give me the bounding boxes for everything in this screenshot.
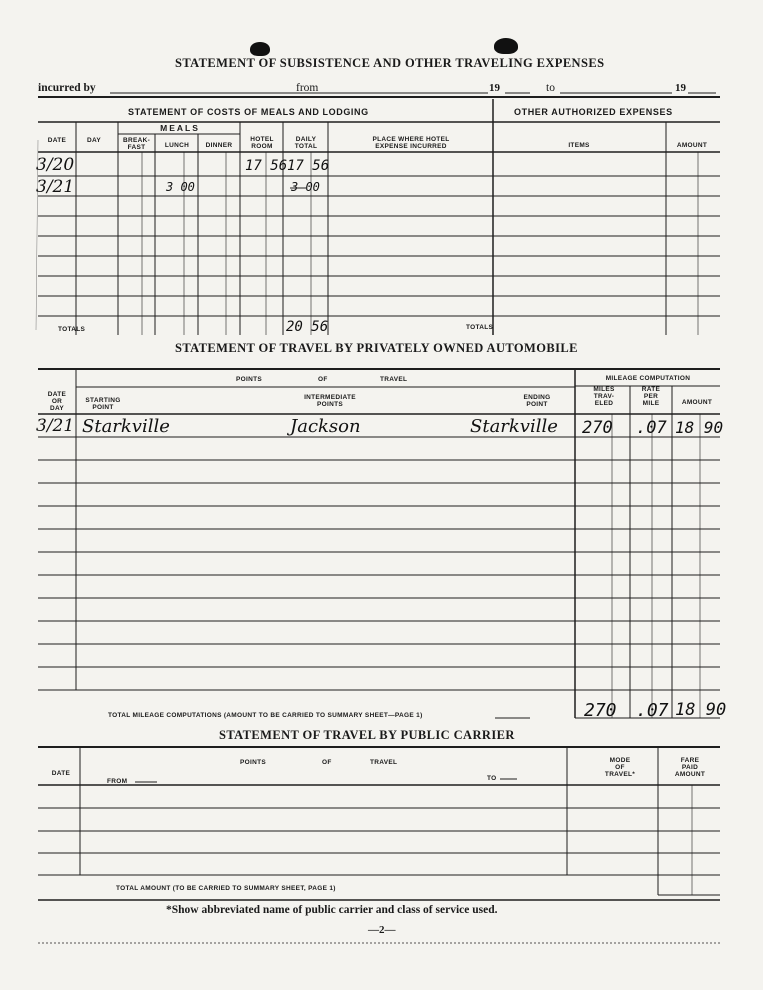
auto-row-rate: .07 xyxy=(636,418,667,438)
meal-row-daily-total: 3 00 xyxy=(291,180,320,194)
meals-total-value: 20 56 xyxy=(286,319,329,335)
totals-label-right: TOTALS xyxy=(466,324,494,331)
col-lunch: LUNCH xyxy=(164,142,190,149)
col-day: DAY xyxy=(86,137,102,144)
carrier-col-points: POINTS xyxy=(240,759,266,766)
col-place: PLACE WHERE HOTEL EXPENSE INCURRED xyxy=(372,136,450,150)
auto-row-intermediate: Jackson xyxy=(290,416,361,437)
carrier-col-of: OF xyxy=(322,759,332,766)
auto-total-label: TOTAL MILEAGE COMPUTATIONS (AMOUNT TO BE CARRIED TO SUMMARY SHEET—PAGE 1) xyxy=(108,712,423,719)
form-title: STATEMENT OF SUBSISTENCE AND OTHER TRAVELING EXPENSES xyxy=(175,56,605,70)
auto-col-mileage: MILEAGE COMPUTATION xyxy=(605,375,691,382)
auto-total-rate: .07 xyxy=(636,700,669,721)
meal-row-date: 3/21 xyxy=(36,177,75,197)
auto-col-ending: ENDING POINT xyxy=(523,394,551,408)
auto-row-end: Starkville xyxy=(470,416,558,437)
ink-blot xyxy=(494,38,518,54)
to-label: to xyxy=(546,82,555,94)
other-expenses-title: OTHER AUTHORIZED EXPENSES xyxy=(514,107,673,117)
auto-col-travel: TRAVEL xyxy=(380,376,408,383)
carrier-col-fare: FARE PAID AMOUNT xyxy=(674,757,706,778)
carrier-col-to: TO xyxy=(487,775,497,782)
carrier-col-mode: MODE OF TRAVEL* xyxy=(604,757,636,778)
col-date: DATE xyxy=(47,137,67,144)
year-label-2: 19 xyxy=(675,82,686,94)
meal-row-date: 3/20 xyxy=(36,155,75,175)
carrier-col-from: FROM xyxy=(107,778,128,785)
auto-total-amount: 18 90 xyxy=(675,700,727,720)
auto-row-date: 3/21 xyxy=(36,416,75,436)
col-items: ITEMS xyxy=(568,142,590,149)
auto-col-intermediate: INTERMEDIATE POINTS xyxy=(304,394,356,408)
ink-blot xyxy=(250,42,270,56)
incurred-by-label: incurred by xyxy=(38,82,96,94)
meal-row-hotel-room: 17 56 xyxy=(245,158,288,174)
auto-row-amount: 18 90 xyxy=(675,418,724,437)
footnote: *Show abbreviated name of public carrier and class of service used. xyxy=(166,904,498,916)
col-amount: AMOUNT xyxy=(676,142,708,149)
auto-row-start: Starkville xyxy=(82,416,170,437)
auto-section-title: STATEMENT OF TRAVEL BY PRIVATELY OWNED AUTOMOBILE xyxy=(175,341,578,355)
auto-total-miles: 270 xyxy=(584,700,617,721)
auto-row-miles: 270 xyxy=(582,418,613,438)
carrier-section-title: STATEMENT OF TRAVEL BY PUBLIC CARRIER xyxy=(219,728,515,742)
col-meals: MEALS xyxy=(160,123,200,133)
col-dinner: DINNER xyxy=(205,142,233,149)
carrier-total-label: TOTAL AMOUNT (TO BE CARRIED TO SUMMARY SHEET, PAGE 1) xyxy=(116,885,336,892)
totals-label: TOTALS xyxy=(58,326,86,333)
year-label-1: 19 xyxy=(489,82,500,94)
meals-lodging-title: STATEMENT OF COSTS OF MEALS AND LODGING xyxy=(128,107,369,117)
auto-col-of: OF xyxy=(318,376,328,383)
auto-col-points: POINTS xyxy=(236,376,262,383)
auto-col-starting: STARTING POINT xyxy=(85,397,121,411)
from-label: from xyxy=(296,82,319,94)
auto-col-date: DATE OR DAY xyxy=(47,391,67,412)
carrier-col-travel: TRAVEL xyxy=(370,759,398,766)
page-number: —2— xyxy=(368,924,396,936)
auto-col-miles: MILES TRAV- ELED xyxy=(593,386,615,407)
col-daily-total: DAILY TOTAL xyxy=(294,136,318,150)
auto-col-amount: AMOUNT xyxy=(681,399,713,406)
meal-row-daily-total: 17 56 xyxy=(287,158,330,174)
col-breakfast: BREAK- FAST xyxy=(122,137,151,151)
auto-col-rate: RATE PER MILE xyxy=(641,386,661,407)
meal-row-lunch: 3 00 xyxy=(166,180,195,194)
carrier-col-date: DATE xyxy=(51,770,71,777)
col-hotel-room: HOTEL ROOM xyxy=(250,136,274,150)
